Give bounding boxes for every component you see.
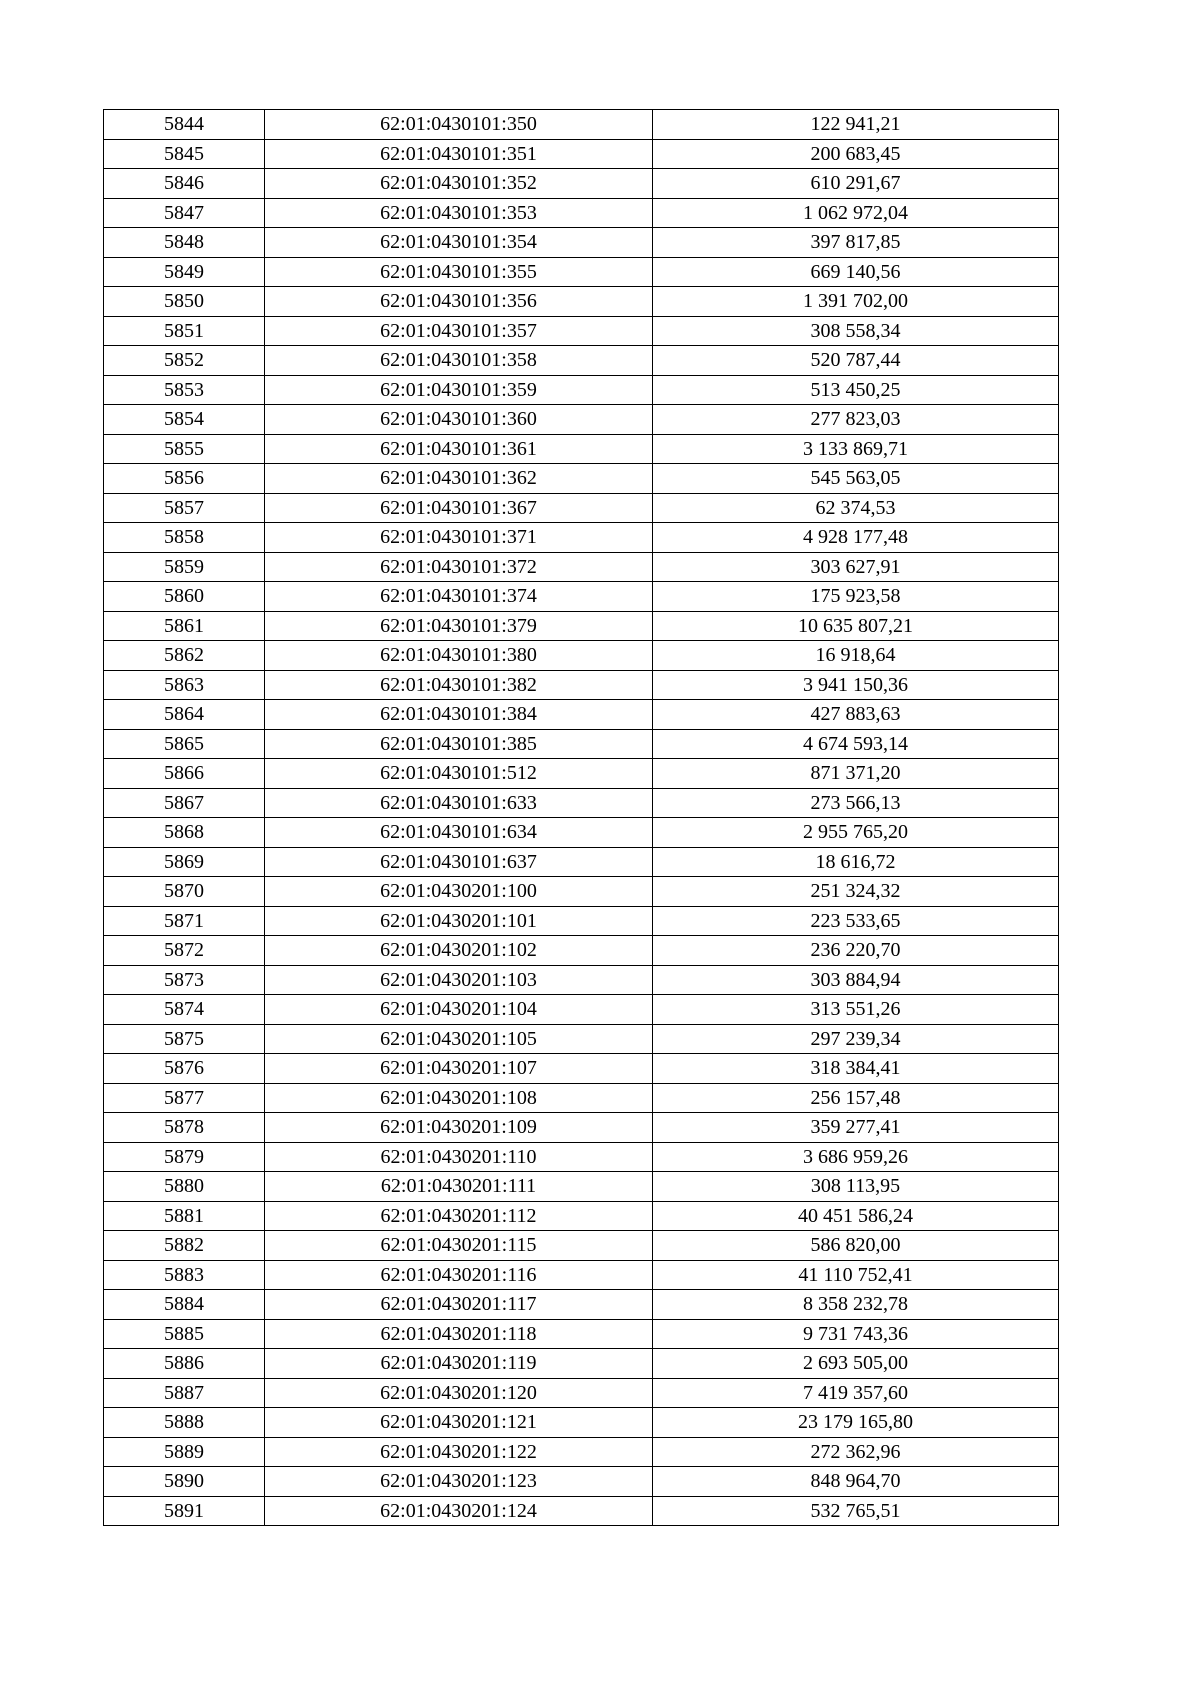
cadastral-number-cell: 62:01:0430201:108 xyxy=(265,1083,653,1113)
cadastral-number-cell: 62:01:0430201:118 xyxy=(265,1319,653,1349)
cadastral-value-cell: 308 113,95 xyxy=(653,1172,1059,1202)
row-number-cell: 5887 xyxy=(104,1378,265,1408)
cadastral-value-cell: 297 239,34 xyxy=(653,1024,1059,1054)
cadastral-number-cell: 62:01:0430101:359 xyxy=(265,375,653,405)
cadastral-number-cell: 62:01:0430201:105 xyxy=(265,1024,653,1054)
cadastral-value-cell: 273 566,13 xyxy=(653,788,1059,818)
row-number-cell: 5878 xyxy=(104,1113,265,1143)
row-number-cell: 5848 xyxy=(104,228,265,258)
cadastral-number-cell: 62:01:0430101:380 xyxy=(265,641,653,671)
cadastral-value-cell: 122 941,21 xyxy=(653,110,1059,140)
cadastral-value-cell: 40 451 586,24 xyxy=(653,1201,1059,1231)
table-row xyxy=(104,169,1059,199)
cadastral-value-cell: 16 918,64 xyxy=(653,641,1059,671)
cadastral-value-cell: 1 391 702,00 xyxy=(653,287,1059,317)
row-number-cell: 5884 xyxy=(104,1290,265,1320)
table-row xyxy=(104,1201,1059,1231)
table-row xyxy=(104,139,1059,169)
table-row xyxy=(104,287,1059,317)
row-number-cell: 5861 xyxy=(104,611,265,641)
row-number-cell: 5870 xyxy=(104,877,265,907)
cadastral-value-cell: 669 140,56 xyxy=(653,257,1059,287)
table-row xyxy=(104,582,1059,612)
row-number-cell: 5891 xyxy=(104,1496,265,1526)
table-row xyxy=(104,198,1059,228)
table-row xyxy=(104,257,1059,287)
row-number-cell: 5846 xyxy=(104,169,265,199)
cadastral-number-cell: 62:01:0430101:361 xyxy=(265,434,653,464)
cadastral-value-cell: 18 616,72 xyxy=(653,847,1059,877)
table-row xyxy=(104,464,1059,494)
cadastral-number-cell: 62:01:0430101:353 xyxy=(265,198,653,228)
cadastral-number-cell: 62:01:0430101:384 xyxy=(265,700,653,730)
cadastral-value-cell: 532 765,51 xyxy=(653,1496,1059,1526)
row-number-cell: 5871 xyxy=(104,906,265,936)
cadastral-number-cell: 62:01:0430201:120 xyxy=(265,1378,653,1408)
row-number-cell: 5856 xyxy=(104,464,265,494)
table-row xyxy=(104,906,1059,936)
table-row xyxy=(104,405,1059,435)
row-number-cell: 5881 xyxy=(104,1201,265,1231)
row-number-cell: 5886 xyxy=(104,1349,265,1379)
cadastral-value-cell: 251 324,32 xyxy=(653,877,1059,907)
cadastral-number-cell: 62:01:0430201:124 xyxy=(265,1496,653,1526)
cadastral-number-cell: 62:01:0430201:116 xyxy=(265,1260,653,1290)
table-row xyxy=(104,847,1059,877)
cadastral-number-cell: 62:01:0430101:633 xyxy=(265,788,653,818)
cadastral-number-cell: 62:01:0430201:119 xyxy=(265,1349,653,1379)
table-row xyxy=(104,1496,1059,1526)
cadastral-value-cell: 200 683,45 xyxy=(653,139,1059,169)
table-row xyxy=(104,1083,1059,1113)
cadastral-value-cell: 23 179 165,80 xyxy=(653,1408,1059,1438)
cadastral-number-cell: 62:01:0430101:637 xyxy=(265,847,653,877)
row-number-cell: 5852 xyxy=(104,346,265,376)
row-number-cell: 5845 xyxy=(104,139,265,169)
cadastral-number-cell: 62:01:0430201:101 xyxy=(265,906,653,936)
row-number-cell: 5858 xyxy=(104,523,265,553)
cadastral-number-cell: 62:01:0430101:351 xyxy=(265,139,653,169)
cadastral-value-cell: 272 362,96 xyxy=(653,1437,1059,1467)
cadastral-value-cell: 7 419 357,60 xyxy=(653,1378,1059,1408)
table-row xyxy=(104,316,1059,346)
table-body xyxy=(104,110,1059,1526)
cadastral-number-cell: 62:01:0430201:109 xyxy=(265,1113,653,1143)
cadastral-number-cell: 62:01:0430101:379 xyxy=(265,611,653,641)
table-row xyxy=(104,1142,1059,1172)
row-number-cell: 5864 xyxy=(104,700,265,730)
cadastral-value-cell: 9 731 743,36 xyxy=(653,1319,1059,1349)
table-row xyxy=(104,1290,1059,1320)
cadastral-value-cell: 520 787,44 xyxy=(653,346,1059,376)
cadastral-number-cell: 62:01:0430201:117 xyxy=(265,1290,653,1320)
cadastral-value-cell: 303 627,91 xyxy=(653,552,1059,582)
table-row xyxy=(104,1024,1059,1054)
cadastral-value-cell: 308 558,34 xyxy=(653,316,1059,346)
table-row xyxy=(104,1467,1059,1497)
table-row xyxy=(104,759,1059,789)
row-number-cell: 5876 xyxy=(104,1054,265,1084)
table-row xyxy=(104,552,1059,582)
row-number-cell: 5866 xyxy=(104,759,265,789)
cadastral-number-cell: 62:01:0430201:122 xyxy=(265,1437,653,1467)
row-number-cell: 5882 xyxy=(104,1231,265,1261)
cadastral-number-cell: 62:01:0430201:111 xyxy=(265,1172,653,1202)
cadastral-value-cell: 2 693 505,00 xyxy=(653,1349,1059,1379)
table-row xyxy=(104,965,1059,995)
row-number-cell: 5865 xyxy=(104,729,265,759)
row-number-cell: 5863 xyxy=(104,670,265,700)
cadastral-number-cell: 62:01:0430201:115 xyxy=(265,1231,653,1261)
cadastral-number-cell: 62:01:0430101:382 xyxy=(265,670,653,700)
table-row xyxy=(104,1378,1059,1408)
row-number-cell: 5850 xyxy=(104,287,265,317)
table-row xyxy=(104,995,1059,1025)
row-number-cell: 5854 xyxy=(104,405,265,435)
cadastral-value-cell: 8 358 232,78 xyxy=(653,1290,1059,1320)
cadastral-value-cell: 3 133 869,71 xyxy=(653,434,1059,464)
table-row xyxy=(104,1319,1059,1349)
row-number-cell: 5883 xyxy=(104,1260,265,1290)
row-number-cell: 5873 xyxy=(104,965,265,995)
cadastral-value-cell: 586 820,00 xyxy=(653,1231,1059,1261)
table-row xyxy=(104,700,1059,730)
row-number-cell: 5868 xyxy=(104,818,265,848)
cadastral-value-cell: 3 941 150,36 xyxy=(653,670,1059,700)
cadastral-number-cell: 62:01:0430101:512 xyxy=(265,759,653,789)
cadastral-value-cell: 359 277,41 xyxy=(653,1113,1059,1143)
table-row xyxy=(104,523,1059,553)
table-row xyxy=(104,493,1059,523)
cadastral-value-cell: 427 883,63 xyxy=(653,700,1059,730)
cadastral-number-cell: 62:01:0430101:371 xyxy=(265,523,653,553)
cadastral-value-cell: 313 551,26 xyxy=(653,995,1059,1025)
cadastral-value-cell: 303 884,94 xyxy=(653,965,1059,995)
cadastral-value-cell: 256 157,48 xyxy=(653,1083,1059,1113)
row-number-cell: 5851 xyxy=(104,316,265,346)
cadastral-value-cell: 41 110 752,41 xyxy=(653,1260,1059,1290)
cadastral-number-cell: 62:01:0430101:374 xyxy=(265,582,653,612)
cadastral-number-cell: 62:01:0430101:367 xyxy=(265,493,653,523)
row-number-cell: 5867 xyxy=(104,788,265,818)
cadastral-number-cell: 62:01:0430201:110 xyxy=(265,1142,653,1172)
cadastral-number-cell: 62:01:0430101:352 xyxy=(265,169,653,199)
table-row xyxy=(104,375,1059,405)
cadastral-value-cell: 397 817,85 xyxy=(653,228,1059,258)
cadastral-number-cell: 62:01:0430101:372 xyxy=(265,552,653,582)
table-row xyxy=(104,877,1059,907)
row-number-cell: 5844 xyxy=(104,110,265,140)
table-row xyxy=(104,670,1059,700)
table-row xyxy=(104,1260,1059,1290)
row-number-cell: 5877 xyxy=(104,1083,265,1113)
cadastral-value-cell: 871 371,20 xyxy=(653,759,1059,789)
cadastral-value-cell: 545 563,05 xyxy=(653,464,1059,494)
table-row xyxy=(104,818,1059,848)
cadastral-number-cell: 62:01:0430201:104 xyxy=(265,995,653,1025)
cadastral-number-cell: 62:01:0430101:634 xyxy=(265,818,653,848)
cadastral-value-cell: 3 686 959,26 xyxy=(653,1142,1059,1172)
cadastral-number-cell: 62:01:0430101:354 xyxy=(265,228,653,258)
cadastral-value-cell: 10 635 807,21 xyxy=(653,611,1059,641)
table-row xyxy=(104,1408,1059,1438)
cadastral-number-cell: 62:01:0430101:357 xyxy=(265,316,653,346)
cadastral-value-cell: 1 062 972,04 xyxy=(653,198,1059,228)
cadastral-value-cell: 2 955 765,20 xyxy=(653,818,1059,848)
row-number-cell: 5872 xyxy=(104,936,265,966)
row-number-cell: 5874 xyxy=(104,995,265,1025)
table-row xyxy=(104,228,1059,258)
row-number-cell: 5860 xyxy=(104,582,265,612)
row-number-cell: 5879 xyxy=(104,1142,265,1172)
row-number-cell: 5857 xyxy=(104,493,265,523)
cadastral-value-cell: 610 291,67 xyxy=(653,169,1059,199)
cadastral-value-cell: 4 928 177,48 xyxy=(653,523,1059,553)
table-row xyxy=(104,611,1059,641)
cadastral-number-cell: 62:01:0430201:103 xyxy=(265,965,653,995)
cadastral-number-cell: 62:01:0430101:362 xyxy=(265,464,653,494)
table-row xyxy=(104,1054,1059,1084)
cadastral-number-cell: 62:01:0430101:350 xyxy=(265,110,653,140)
table-row xyxy=(104,788,1059,818)
cadastral-number-cell: 62:01:0430101:360 xyxy=(265,405,653,435)
row-number-cell: 5862 xyxy=(104,641,265,671)
table-row xyxy=(104,1113,1059,1143)
cadastral-number-cell: 62:01:0430201:100 xyxy=(265,877,653,907)
cadastral-number-cell: 62:01:0430201:123 xyxy=(265,1467,653,1497)
table-row xyxy=(104,1349,1059,1379)
table-row xyxy=(104,346,1059,376)
cadastral-value-cell: 513 450,25 xyxy=(653,375,1059,405)
row-number-cell: 5859 xyxy=(104,552,265,582)
row-number-cell: 5888 xyxy=(104,1408,265,1438)
row-number-cell: 5869 xyxy=(104,847,265,877)
cadastral-number-cell: 62:01:0430101:385 xyxy=(265,729,653,759)
row-number-cell: 5847 xyxy=(104,198,265,228)
cadastral-value-cell: 4 674 593,14 xyxy=(653,729,1059,759)
table-row xyxy=(104,729,1059,759)
cadastral-number-cell: 62:01:0430201:112 xyxy=(265,1201,653,1231)
cadastral-number-cell: 62:01:0430101:356 xyxy=(265,287,653,317)
row-number-cell: 5855 xyxy=(104,434,265,464)
cadastral-number-cell: 62:01:0430201:121 xyxy=(265,1408,653,1438)
cadastral-number-cell: 62:01:0430201:107 xyxy=(265,1054,653,1084)
cadastral-number-cell: 62:01:0430101:355 xyxy=(265,257,653,287)
table-row xyxy=(104,1231,1059,1261)
row-number-cell: 5849 xyxy=(104,257,265,287)
cadastral-value-cell: 62 374,53 xyxy=(653,493,1059,523)
cadastral-value-cell: 175 923,58 xyxy=(653,582,1059,612)
table-row xyxy=(104,434,1059,464)
row-number-cell: 5853 xyxy=(104,375,265,405)
cadastral-value-cell: 318 384,41 xyxy=(653,1054,1059,1084)
row-number-cell: 5889 xyxy=(104,1437,265,1467)
cadastral-value-cell: 223 533,65 xyxy=(653,906,1059,936)
row-number-cell: 5880 xyxy=(104,1172,265,1202)
row-number-cell: 5890 xyxy=(104,1467,265,1497)
cadastral-number-cell: 62:01:0430201:102 xyxy=(265,936,653,966)
table-row xyxy=(104,1437,1059,1467)
table-row xyxy=(104,110,1059,140)
cadastral-value-table xyxy=(103,109,1059,1526)
row-number-cell: 5885 xyxy=(104,1319,265,1349)
cadastral-value-cell: 277 823,03 xyxy=(653,405,1059,435)
cadastral-value-cell: 848 964,70 xyxy=(653,1467,1059,1497)
table-row xyxy=(104,641,1059,671)
cadastral-value-cell: 236 220,70 xyxy=(653,936,1059,966)
table-row xyxy=(104,936,1059,966)
cadastral-number-cell: 62:01:0430101:358 xyxy=(265,346,653,376)
table-row xyxy=(104,1172,1059,1202)
row-number-cell: 5875 xyxy=(104,1024,265,1054)
